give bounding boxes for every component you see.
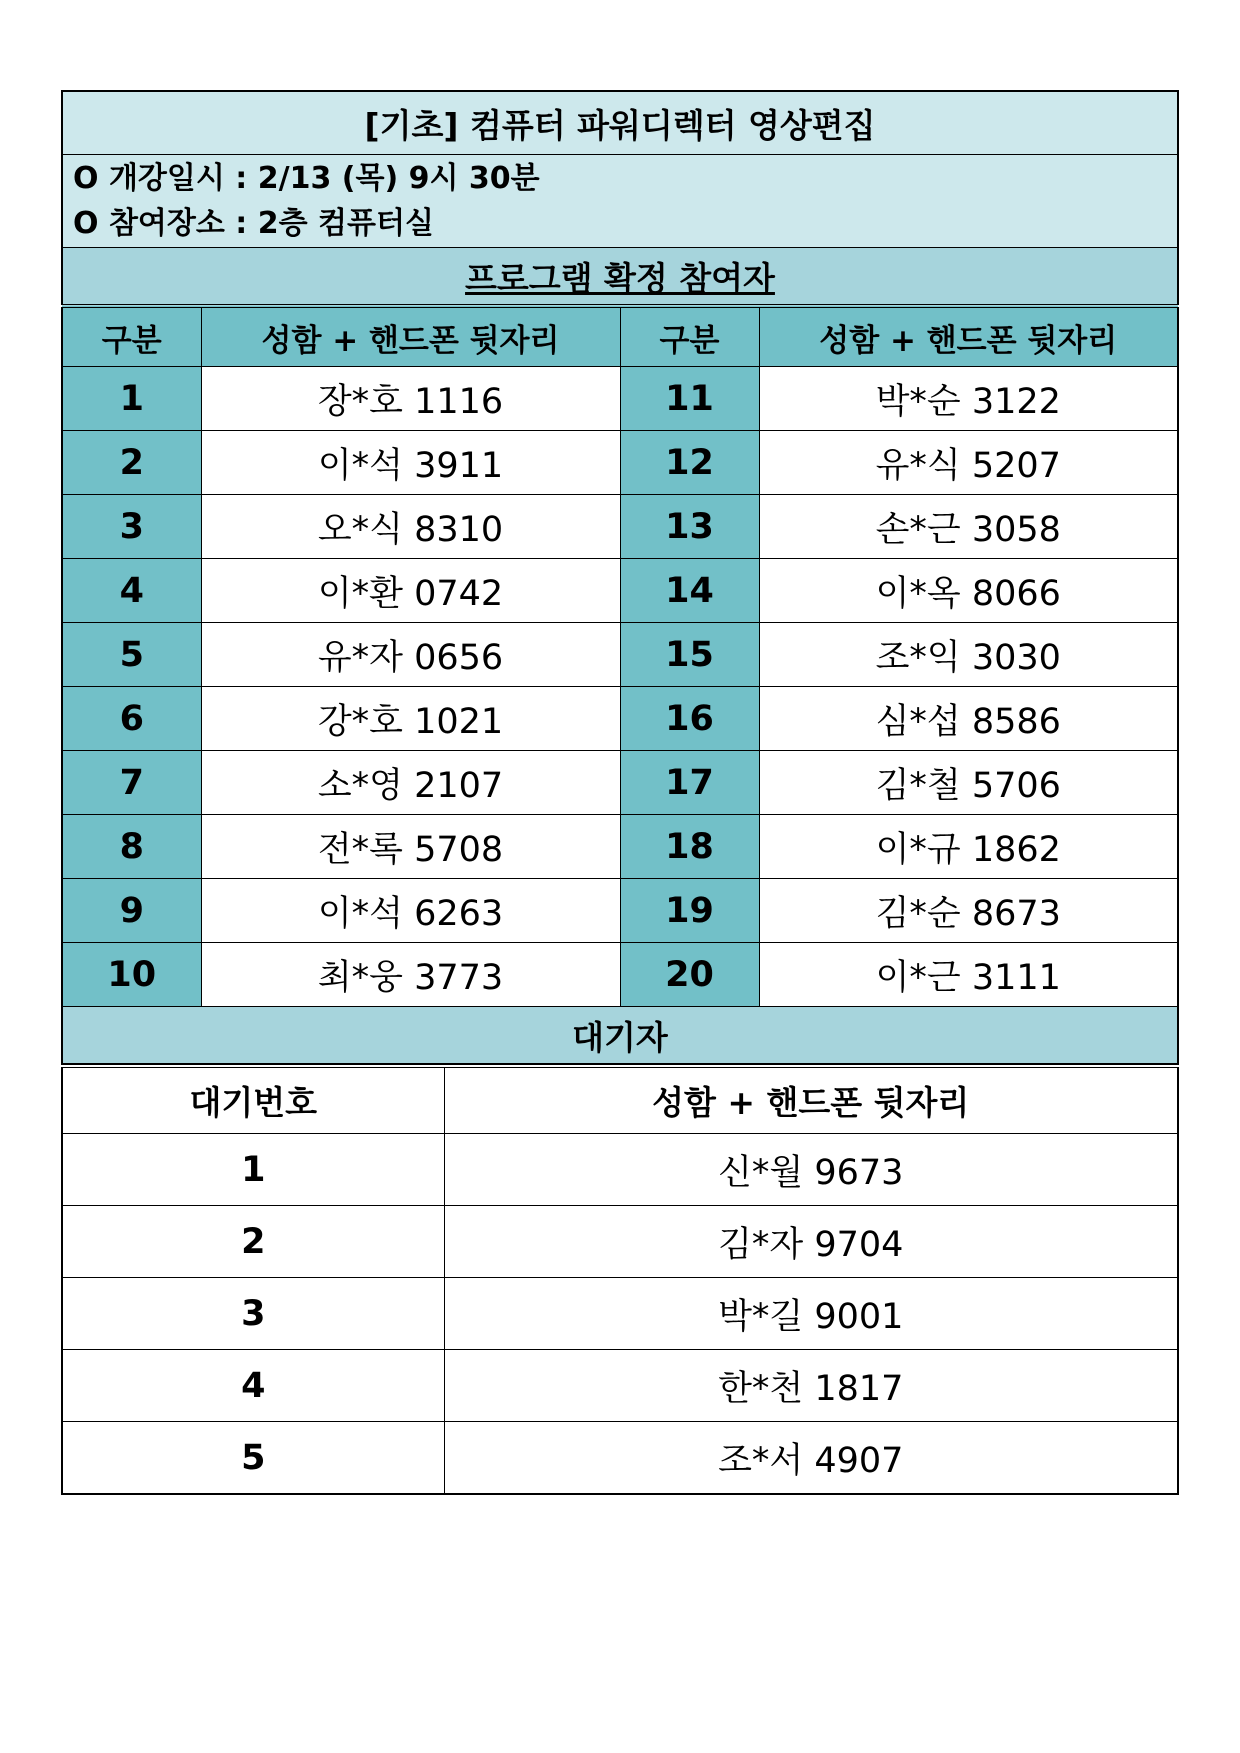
participant-name: 조*익 3030 (759, 623, 1178, 687)
participant-number: 7 (62, 751, 201, 815)
waitlist-heading: 대기자 (62, 1007, 1178, 1065)
table-row (62, 1422, 1178, 1495)
participant-name: 김*철 5706 (759, 751, 1178, 815)
confirmed-heading (62, 248, 1178, 307)
participant-number: 18 (620, 815, 759, 879)
participant-name: 소*영 2107 (201, 751, 620, 815)
participant-number: 16 (620, 687, 759, 751)
participant-name: 오*식 8310 (201, 495, 620, 559)
participant-name: 유*자 0656 (201, 623, 620, 687)
participant-number: 10 (62, 943, 201, 1007)
participant-name: 전*록 5708 (201, 815, 620, 879)
course-location: O 참여장소 : 2층 컴퓨터실 (73, 206, 434, 241)
table-row (62, 1350, 1178, 1422)
col-header-num: 구분 (62, 306, 201, 367)
participant-number: 11 (620, 367, 759, 431)
waitlist-name: 조*서 4907 (444, 1422, 1178, 1495)
confirmed-table (61, 90, 1179, 1065)
table-row (62, 559, 1178, 623)
course-date: O 개강일시 : 2/13 (목) 9시 30분 (73, 161, 540, 196)
waitlist-table (61, 1064, 1179, 1495)
document-title: [기초] 컴퓨터 파워디렉터 영상편집 (62, 91, 1178, 155)
waitlist-number: 4 (62, 1350, 444, 1422)
col-header-name: 성함 + 핸드폰 뒷자리 (201, 306, 620, 367)
table-row (62, 1278, 1178, 1350)
participant-name: 장*호 1116 (201, 367, 620, 431)
table-row (62, 1206, 1178, 1278)
table-row (62, 367, 1178, 431)
participant-name: 최*웅 3773 (201, 943, 620, 1007)
participant-number: 17 (620, 751, 759, 815)
participant-name: 박*순 3122 (759, 367, 1178, 431)
col-header-name: 성함 + 핸드폰 뒷자리 (444, 1066, 1178, 1134)
participant-name: 강*호 1021 (201, 687, 620, 751)
participant-number: 5 (62, 623, 201, 687)
participant-name: 유*식 5207 (759, 431, 1178, 495)
participant-number: 4 (62, 559, 201, 623)
enrollment-document (61, 90, 1177, 1495)
participant-name: 이*옥 8066 (759, 559, 1178, 623)
participant-number: 14 (620, 559, 759, 623)
participant-number: 8 (62, 815, 201, 879)
course-info (62, 155, 1178, 248)
participant-number: 3 (62, 495, 201, 559)
participant-name: 이*석 3911 (201, 431, 620, 495)
table-row (62, 815, 1178, 879)
participant-number: 9 (62, 879, 201, 943)
table-row (62, 751, 1178, 815)
table-row (62, 1134, 1178, 1206)
participant-number: 1 (62, 367, 201, 431)
table-row (62, 495, 1178, 559)
participant-name: 김*순 8673 (759, 879, 1178, 943)
table-row (62, 879, 1178, 943)
participant-name: 이*석 6263 (201, 879, 620, 943)
waitlist-number: 1 (62, 1134, 444, 1206)
participant-name: 이*환 0742 (201, 559, 620, 623)
participant-number: 15 (620, 623, 759, 687)
waitlist-number: 5 (62, 1422, 444, 1495)
table-row (62, 431, 1178, 495)
participant-number: 6 (62, 687, 201, 751)
participant-number: 19 (620, 879, 759, 943)
waitlist-name: 김*자 9704 (444, 1206, 1178, 1278)
participant-number: 20 (620, 943, 759, 1007)
col-header-name: 성함 + 핸드폰 뒷자리 (759, 306, 1178, 367)
confirmed-heading-text: 프로그램 확정 참여자 (465, 258, 775, 298)
table-row (62, 943, 1178, 1007)
participant-number: 2 (62, 431, 201, 495)
table-row (62, 687, 1178, 751)
participant-name: 이*근 3111 (759, 943, 1178, 1007)
waitlist-name: 박*길 9001 (444, 1278, 1178, 1350)
participant-name: 이*규 1862 (759, 815, 1178, 879)
waitlist-number: 3 (62, 1278, 444, 1350)
col-header-num: 구분 (620, 306, 759, 367)
participant-name: 손*근 3058 (759, 495, 1178, 559)
participant-name: 심*섭 8586 (759, 687, 1178, 751)
participant-number: 13 (620, 495, 759, 559)
table-row (62, 623, 1178, 687)
waitlist-name: 신*월 9673 (444, 1134, 1178, 1206)
waitlist-name: 한*천 1817 (444, 1350, 1178, 1422)
waitlist-number: 2 (62, 1206, 444, 1278)
participant-number: 12 (620, 431, 759, 495)
col-header-waitlist-num: 대기번호 (62, 1066, 444, 1134)
